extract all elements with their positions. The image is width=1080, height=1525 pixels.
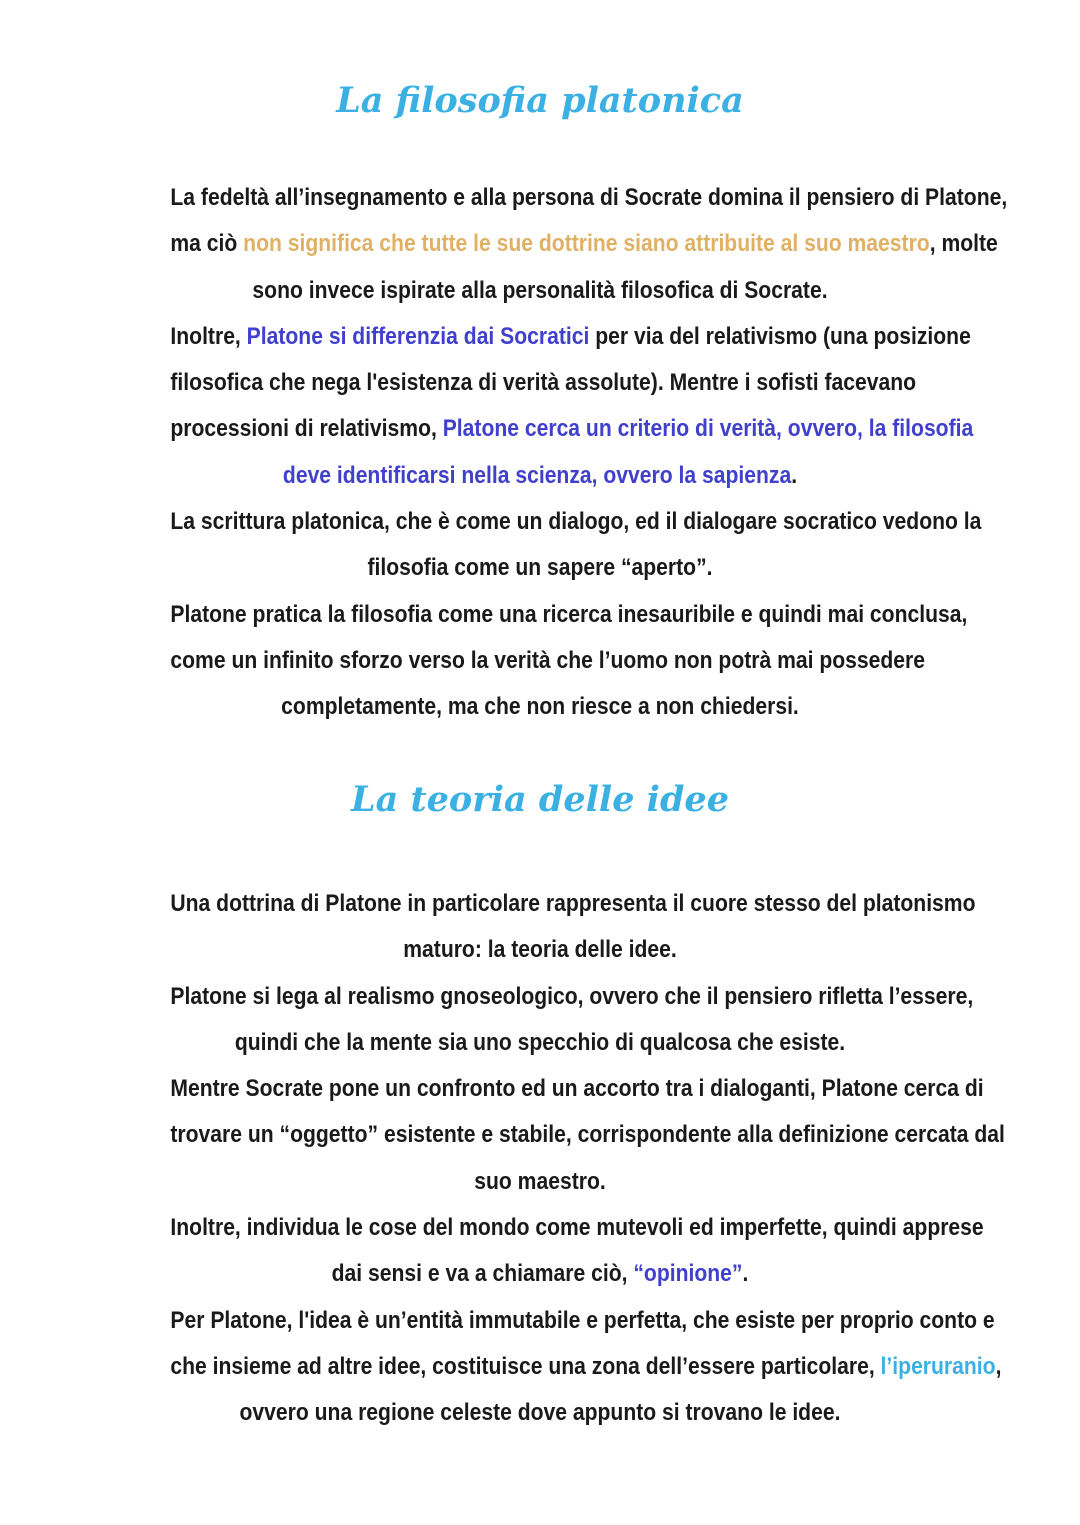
- text-span: ma ciò: [170, 230, 244, 258]
- text-line: La scrittura platonica, che è come un dialogo, ed il dialogare socratico vedono la: [170, 508, 982, 536]
- text-span: Inoltre,: [170, 322, 247, 350]
- text-line: Inoltre, individua le cose del mondo come mutevoli ed imperfette, quindi apprese: [170, 1214, 984, 1242]
- text-line: [170, 453, 909, 499]
- section-title-platonic-philosophy: La filosofia platonica: [336, 80, 744, 121]
- highlight-cyan: l’iperuranio: [880, 1352, 996, 1380]
- highlight-blue: Platone si differenzia dai Socratici: [246, 322, 590, 350]
- text-line: ovvero una regione celeste dove appunto si trovano le idee.: [239, 1399, 841, 1427]
- text-span: ,: [995, 1352, 1002, 1380]
- text-line: La fedeltà all’insegnamento e alla persona di Socrate domina il pensiero di Platone,: [170, 184, 1008, 211]
- text-line: sono invece ispirate alla personalità filosofica di Socrate.: [252, 276, 828, 304]
- text-line: filosofica che nega l'esistenza di verità assolute). Mentre i sofisti facevano: [170, 369, 917, 397]
- text-line: Una dottrina di Platone in particolare rappresenta il cuore stesso del platonismo: [170, 890, 976, 917]
- text-line: suo maestro.: [474, 1167, 606, 1195]
- text-line: filosofia come un sapere “aperto”.: [367, 554, 713, 582]
- text-line: [170, 406, 974, 452]
- text-span: .: [791, 461, 798, 489]
- paragraph: [170, 1205, 984, 1298]
- highlight-blue: deve identificarsi nella scienza, ovvero la sapienza: [282, 461, 792, 489]
- text-line: come un infinito sforzo verso la verità che l’uomo non potrà mai possedere: [170, 646, 926, 674]
- text-span: dai sensi e va a chiamare ciò,: [331, 1260, 634, 1288]
- text-span: che insieme ad altre idee, costituisce una zona dell’essere particolare,: [170, 1352, 881, 1380]
- highlight-orange: non significa che tutte le sue dottrine siano attribuite al suo maestro: [243, 230, 930, 258]
- text-span: , molte: [929, 230, 998, 258]
- highlight-blue: “opinione”: [633, 1260, 743, 1288]
- text-span: per via del relativismo (una posizione: [589, 322, 971, 350]
- text-line: [170, 221, 998, 267]
- text-line: Per Platone, l'idea è un’entità immutabile e perfetta, che esiste per proprio conto e: [170, 1306, 995, 1334]
- paragraph: [170, 499, 982, 592]
- text-line: Mentre Socrate pone un confronto ed un accorto tra i dialoganti, Platone cerca di: [170, 1075, 984, 1103]
- section-body-theory-of-ideas: [170, 881, 1005, 1437]
- paragraph: [170, 314, 974, 499]
- text-line: maturo: la teoria delle idee.: [403, 936, 677, 964]
- paragraph: [170, 1066, 1005, 1205]
- section-title-theory-of-ideas: La teoria delle idee: [351, 779, 729, 820]
- section-body-platonic-philosophy: [170, 175, 1008, 731]
- paragraph: [170, 592, 968, 731]
- paragraph: [170, 974, 974, 1067]
- text-line: [170, 1344, 1002, 1390]
- text-line: quindi che la mente sia uno specchio di qualcosa che esiste.: [234, 1028, 846, 1056]
- text-span: processioni di relativismo,: [170, 415, 443, 443]
- text-span: .: [742, 1260, 749, 1288]
- text-line: completamente, ma che non riesce a non chiedersi.: [281, 693, 799, 721]
- text-line: Platone pratica la filosofia come una ricerca inesauribile e quindi mai conclusa,: [170, 600, 968, 628]
- text-line: Platone si lega al realismo gnoseologico, ovvero che il pensiero rifletta l’essere,: [170, 982, 974, 1010]
- paragraph: [170, 881, 976, 974]
- highlight-blue: Platone cerca un criterio di verità, ovvero, la filosofia: [442, 415, 974, 443]
- text-line: [170, 1251, 909, 1297]
- paragraph: [170, 175, 1008, 314]
- paragraph: [170, 1298, 1002, 1437]
- text-line: trovare un “oggetto” esistente e stabile, corrispondente alla definizione cercata dal: [170, 1121, 1005, 1149]
- text-line: [170, 314, 971, 360]
